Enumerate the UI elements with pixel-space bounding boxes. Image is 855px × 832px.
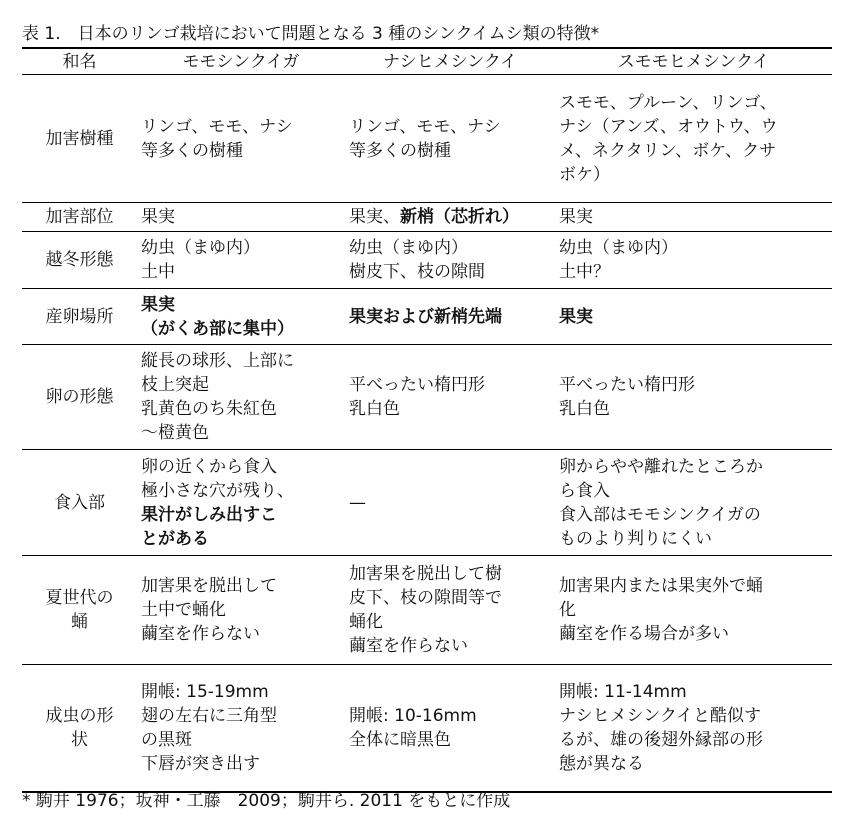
- table-cell: [137, 75, 345, 203]
- table-row: [22, 556, 832, 665]
- table-cell: [345, 450, 555, 556]
- cell-text: 果実、: [349, 207, 400, 227]
- table-cell: [345, 345, 555, 450]
- cell-line: 全体に暗黒色: [349, 729, 451, 750]
- cell-line: ボケ）: [559, 164, 610, 185]
- cell-line: 皮下、枝の隙間等で: [349, 588, 502, 608]
- table-cell: [555, 345, 832, 450]
- table-row: [22, 232, 832, 289]
- cell-line: 蛹化: [349, 612, 383, 632]
- table-cell: [137, 450, 345, 556]
- cell-line: 加害果を脱出して樹: [349, 564, 502, 584]
- cell-line: 幼虫（まゆ内）: [559, 238, 678, 258]
- row-label: 産卵場所: [22, 289, 137, 345]
- cell-line: 開帳: 15-19mm: [141, 681, 269, 702]
- row-label: [22, 665, 137, 792]
- table-row: [22, 75, 832, 203]
- row-label: 食入部: [22, 450, 137, 556]
- table-row: [22, 203, 832, 232]
- cell-line: 土中？: [559, 262, 610, 282]
- cell-line: 繭室を作らない: [141, 624, 260, 644]
- cell-line: —: [349, 492, 366, 513]
- table-cell: [555, 203, 832, 232]
- cell-line: 繭室を作る場合が多い: [559, 624, 729, 644]
- cell-line-bold: （がくあ部に集中）: [141, 318, 294, 339]
- table-cell: [137, 203, 345, 232]
- cell-line: ナシ（アンズ、オウトウ、ウ: [559, 116, 778, 137]
- cell-line: 乳白色: [559, 399, 610, 419]
- row-label-line: 状: [71, 729, 88, 750]
- table-cell: [137, 345, 345, 450]
- cell-line: 枝上突起: [141, 375, 209, 395]
- row-label: [22, 556, 137, 665]
- cell-line: 土中で蛹化: [141, 600, 226, 620]
- cell-line: 態が異なる: [559, 753, 644, 774]
- cell-line-bold: とがある: [141, 528, 209, 549]
- header-row: [22, 48, 832, 75]
- cell-text-bold: 新梢（芯折れ）: [400, 207, 519, 227]
- cell-line: 化: [559, 600, 576, 620]
- cell-line: 幼虫（まゆ内）: [349, 238, 468, 258]
- row-label-line: 夏世代の: [45, 588, 114, 608]
- table-cell: [345, 556, 555, 665]
- cell-line: 開帳: 11-14mm: [559, 681, 687, 702]
- row-label: 加害樹種: [22, 75, 137, 203]
- cell-line: リンゴ、モモ、ナシ: [349, 116, 501, 137]
- cell-line: 土中: [141, 262, 175, 282]
- cell-line: 繭室を作らない: [349, 636, 468, 656]
- cell-line: 果実: [559, 207, 593, 227]
- cell-line-bold: 果実および新梢先端: [349, 306, 502, 327]
- cell-line: 極小さな穴が残り、: [141, 480, 294, 501]
- header-species-sumomohimeshinkui: スモモヒメシンクイ: [555, 48, 832, 75]
- header-species-momoshinkuiga: モモシンクイガ: [137, 48, 345, 75]
- cell-line: リンゴ、モモ、ナシ: [141, 116, 293, 137]
- cell-line: 等多くの樹種: [141, 140, 243, 161]
- row-label: 加害部位: [22, 203, 137, 232]
- row-label-line: 蛹: [71, 612, 88, 632]
- row-label-line: 成虫の形: [45, 705, 114, 726]
- cell-line: 果実: [141, 207, 175, 227]
- table-cell: [345, 665, 555, 792]
- table-row: [22, 289, 832, 345]
- table-caption: 表 1. 日本のリンゴ栽培において問題となる 3 種のシンクイムシ類の特徴*: [22, 24, 600, 44]
- cell-line: 幼虫（まゆ内）: [141, 238, 260, 258]
- cell-line: 翅の左右に三角型: [141, 705, 277, 726]
- table-cell: [137, 556, 345, 665]
- table-row: [22, 665, 832, 792]
- table-cell: [137, 665, 345, 792]
- cell-line: 卵の近くから食入: [141, 456, 277, 477]
- table-cell: [555, 75, 832, 203]
- table-cell: [555, 556, 832, 665]
- cell-line: 加害果を脱出して: [141, 576, 277, 596]
- table-cell: [137, 289, 345, 345]
- footnote: * 駒井 1976；坂神・工藤 2009；駒井ら. 2011 をもとに作成: [22, 791, 511, 811]
- cell-line: 乳黄色のち朱紅色: [141, 399, 277, 419]
- cell-line: 食入部はモモシンクイガの: [559, 504, 761, 525]
- table-cell: [555, 289, 832, 345]
- cell-line: るが、雄の後翅外縁部の形: [559, 729, 763, 750]
- header-japanese-name: 和名: [22, 48, 137, 75]
- cell-line: 等多くの樹種: [349, 140, 451, 161]
- table-cell: [345, 289, 555, 345]
- cell-line: 乳白色: [349, 399, 400, 419]
- cell-line: スモモ、プルーン、リンゴ、: [559, 92, 777, 113]
- row-label: 越冬形態: [22, 232, 137, 289]
- table-row: [22, 450, 832, 556]
- table-row: [22, 345, 832, 450]
- table-cell: [555, 232, 832, 289]
- comparison-table: [22, 47, 832, 793]
- cell-line: 加害果内または果実外で蛹: [559, 576, 763, 596]
- cell-line-bold: 果実: [559, 306, 593, 327]
- cell-line: ～橙黄色: [141, 423, 209, 443]
- cell-line: 樹皮下、枝の隙間: [349, 262, 485, 282]
- table-cell: [345, 203, 555, 232]
- table-cell: [555, 450, 832, 556]
- cell-line-bold: 果汁がしみ出すこ: [141, 504, 277, 525]
- table-cell: [345, 232, 555, 289]
- cell-line: ナシヒメシンクイと酷似す: [559, 705, 762, 726]
- cell-line-bold: 果実: [141, 294, 175, 315]
- cell-line: 開帳: 10-16mm: [349, 705, 477, 726]
- cell-line: ものより判りにくい: [559, 528, 712, 549]
- table-cell: [555, 665, 832, 792]
- table-cell: [137, 232, 345, 289]
- cell-line: 平べったい楕円形: [559, 375, 695, 395]
- cell-line: メ、ネクタリン、ボケ、クサ: [559, 140, 777, 161]
- header-species-nashihimeshinkui: ナシヒメシンクイ: [345, 48, 555, 75]
- row-label: 卵の形態: [22, 345, 137, 450]
- cell-line: 下唇が突き出す: [141, 753, 260, 774]
- table-cell: [345, 75, 555, 203]
- cell-line: 平べったい楕円形: [349, 375, 485, 395]
- cell-line: の黒斑: [141, 729, 192, 750]
- cell-line: 縦長の球形、上部に: [141, 351, 294, 371]
- cell-line: [349, 205, 553, 229]
- cell-line: ら食入: [559, 480, 610, 501]
- cell-line: 卵からやや離れたところか: [559, 456, 763, 477]
